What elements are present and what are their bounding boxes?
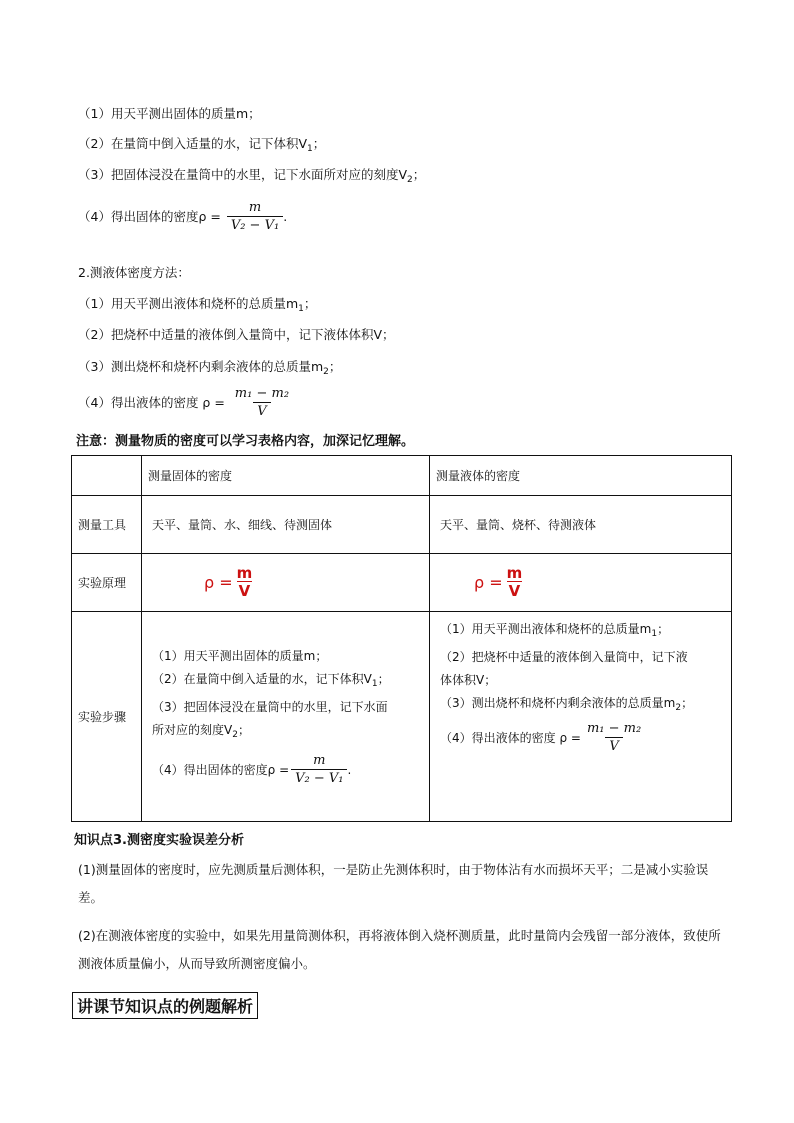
comparison-table <box>71 455 732 822</box>
note-line: 注意：测量物质的密度可以学习表格内容，加深记忆理解。 <box>76 434 415 449</box>
table-liquid-step-2a: （2）把烧杯中适量的液体倒入量筒中，记下液 <box>440 650 688 664</box>
table-liquid-step-3 <box>440 693 725 718</box>
table-solid-step-1: （1）用天平测出固体的质量m； <box>152 648 328 663</box>
section-title: 讲课节知识点的例题解析 <box>72 992 258 1019</box>
punct: ； <box>237 722 250 737</box>
rho-symbol: ρ = <box>204 573 233 592</box>
principle-denominator: V <box>508 582 521 600</box>
subscript: 2 <box>232 729 238 740</box>
liquid-step-4-text: （4）得出液体的密度 ρ = <box>78 395 225 410</box>
formula-denominator: V <box>253 402 270 421</box>
table-solid-step-3b <box>152 720 423 745</box>
liquid-step-2: （2）把烧杯中适量的液体倒入量筒中，记下液体体积V； <box>78 327 395 342</box>
row-label-tools: 测量工具 <box>72 496 142 554</box>
formula-denominator: V <box>605 737 622 756</box>
principle-denominator: V <box>238 582 251 600</box>
table-liquid-formula <box>583 721 645 756</box>
table-solid-step-4 <box>152 753 423 788</box>
step-text: （2）在量筒中倒入适量的水，记下体积V <box>152 671 372 686</box>
knowledge3-paragraph-1: (1)测量固体的密度时，应先测质量后测体积，一是防止先测体积时，由于物体沾有水而损坏天平；二是减小实验误差。 <box>78 862 709 905</box>
principle-solid <box>142 554 430 612</box>
liquid-step-4 <box>78 386 293 421</box>
tools-solid: 天平、量筒、水、细线、待测固体 <box>142 496 430 554</box>
table-row-tools <box>72 496 732 554</box>
solid-step-2-text: （2）在量筒中倒入适量的水，记下体积V <box>78 136 308 151</box>
formula-denominator: V₂ − V₁ <box>227 216 283 235</box>
principle-liquid <box>430 554 732 612</box>
tools-liquid: 天平、量筒、烧杯、待测液体 <box>430 496 732 554</box>
punct: ； <box>377 671 390 686</box>
solid-step-3-text: （3）把固体浸没在量筒中的水里，记下水面所对应的刻度V <box>78 167 408 182</box>
punct: ； <box>312 136 326 151</box>
knowledge3-heading: 知识点3.测密度实验误差分析 <box>74 833 244 848</box>
step-text: （4）得出液体的密度 ρ = <box>440 731 581 745</box>
subscript: 1 <box>298 304 304 314</box>
punct: ； <box>412 167 426 182</box>
punct: ； <box>657 622 670 636</box>
liquid-step-1 <box>78 294 316 314</box>
liquid-method-heading: 2.测液体密度方法： <box>78 265 190 280</box>
subscript: 1 <box>651 629 658 639</box>
formula-denominator: V₂ − V₁ <box>291 769 347 788</box>
solid-step-3 <box>78 165 425 185</box>
liquid-step-3-text: （3）测出烧杯和烧杯内剩余液体的总质量m <box>78 359 324 374</box>
table-solid-step-2 <box>152 669 423 694</box>
table-row-principle <box>72 554 732 612</box>
solid-density-formula <box>227 200 283 235</box>
subscript: 1 <box>371 678 378 689</box>
liquid-step-3 <box>78 357 341 377</box>
table-liquid-step-4 <box>440 721 725 756</box>
punct: . <box>283 209 288 224</box>
formula-numerator: m₁ − m₂ <box>234 386 290 401</box>
principle-formula-liquid <box>474 565 524 600</box>
solid-step-4 <box>78 200 287 235</box>
knowledge3-paragraph-2: (2)在测液体密度的实验中，如果先用量筒测体积，再将液体倒入烧杯测质量，此时量筒内会残留一部分液体，致使所测液体质量偏小，从而导致所测密度偏小。 <box>78 928 721 971</box>
step-text: 所对应的刻度V <box>152 722 233 737</box>
table-solid-step-3a: （3）把固体浸没在量筒中的水里，记下水面 <box>152 699 388 714</box>
punct: ； <box>681 696 694 710</box>
formula-numerator: m <box>248 200 262 215</box>
table-corner-cell <box>72 456 142 496</box>
rho-symbol: ρ = <box>474 573 503 592</box>
subscript: 1 <box>307 144 313 154</box>
principle-numerator: m <box>506 564 523 582</box>
solid-step-2 <box>78 134 325 154</box>
formula-numerator: m <box>313 752 326 768</box>
principle-formula-solid <box>204 565 254 600</box>
subscript: 2 <box>323 367 329 377</box>
table-solid-formula <box>291 753 347 788</box>
punct: . <box>347 762 352 777</box>
row-label-principle: 实验原理 <box>72 554 142 612</box>
step-text: （3）测出烧杯和烧杯内剩余液体的总质量m <box>440 696 676 710</box>
subscript: 2 <box>675 703 682 713</box>
steps-liquid <box>430 612 732 822</box>
table-liquid-step-2b: 体体积V； <box>440 673 497 687</box>
liquid-density-formula <box>231 386 293 421</box>
subscript: 2 <box>407 175 413 185</box>
principle-numerator: m <box>236 564 253 582</box>
solid-step-1: （1）用天平测出固体的质量m； <box>78 106 261 121</box>
punct: ； <box>328 359 342 374</box>
header-liquid: 测量液体的密度 <box>430 456 732 496</box>
punct: ； <box>303 296 317 311</box>
row-label-steps: 实验步骤 <box>72 612 142 822</box>
table-liquid-step-1 <box>440 619 725 644</box>
steps-solid <box>142 612 430 822</box>
table-row-steps <box>72 612 732 822</box>
liquid-step-1-text: （1）用天平测出液体和烧杯的总质量m <box>78 296 299 311</box>
solid-step-4-text: （4）得出固体的密度ρ = <box>78 209 221 224</box>
step-text: （1）用天平测出液体和烧杯的总质量m <box>440 622 652 636</box>
step-text: （4）得出固体的密度ρ = <box>152 762 290 777</box>
formula-numerator: m₁ − m₂ <box>586 721 642 736</box>
table-header-row <box>72 456 732 496</box>
header-solid: 测量固体的密度 <box>142 456 430 496</box>
